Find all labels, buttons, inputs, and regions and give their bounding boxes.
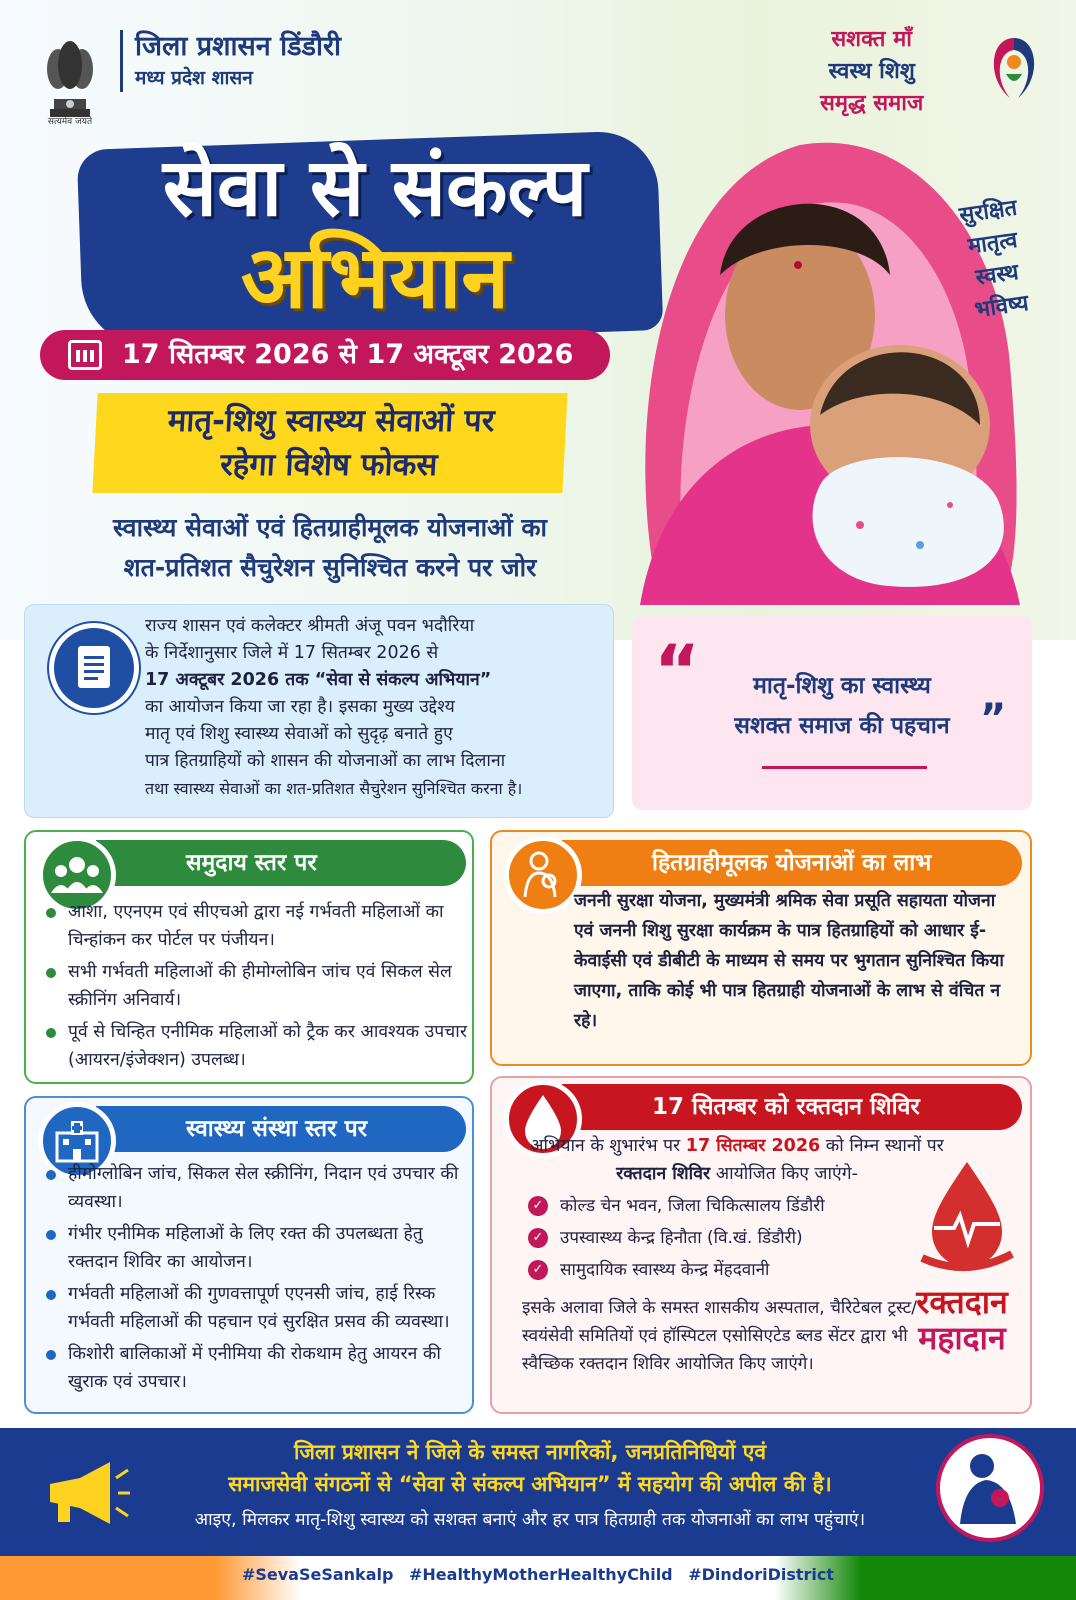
- location-item: ✓ सामुदायिक स्वास्थ्य केन्द्र मेंहदवानी: [526, 1254, 926, 1286]
- saturation-line-2: शत-प्रतिशत सैचुरेशन सुनिश्चित करने पर जोर: [123, 553, 537, 582]
- focus-box: [92, 393, 567, 493]
- calendar-icon: [68, 340, 102, 370]
- focus-line-1: मातृ-शिशु स्वास्थ्य सेवाओं पर: [166, 403, 496, 439]
- list-item: किशोरी बालिकाओं में एनीमिया की रोकथाम हेतु आयरन की खुराक एवं उपचार।: [40, 1340, 470, 1396]
- appeal-line-1: जिला प्रशासन ने जिले के समस्त नागरिकों, जनप्रतिनिधियों एवं: [293, 1440, 767, 1464]
- mother-baby-image: [600, 125, 1030, 605]
- tagline-line-2: स्वस्थ शिशु: [828, 59, 915, 84]
- blood-donation-camp-card: [490, 1076, 1032, 1414]
- quote-line-2: सशक्त समाज की पहचान: [734, 713, 950, 739]
- focus-line-2: रहेगा विशेष फोकस: [219, 447, 439, 483]
- list-item: आशा, एएनएम एवं सीएचओ द्वारा नई गर्भवती महिलाओं का चिन्हांकन कर पोर्टल पर पंजीयन।: [40, 898, 470, 954]
- benefits-text: जननी सुरक्षा योजना, मुख्यमंत्री श्रमिक सेवा प्रसूति सहायता योजना एवं जननी शिशु सुरक्षा कार्यक्रम के पात्र हितग्राहियों को आधार ई-केवाईसी एवं डीबीटी के माध्यम से समय पर भुगतान सुनिश्चित किया जाएगा, ताकि कोई भी पात्र हितग्राही योजनाओं के लाभ से वंचित न रहे।: [574, 891, 1004, 1031]
- blood-caption: [892, 1284, 1032, 1356]
- side-text-line-4: भविष्य: [973, 290, 1031, 324]
- saturation-statement: [40, 508, 620, 588]
- family-logo-icon: [980, 28, 1048, 108]
- intro-date: 17 सितम्बर 2026: [685, 1136, 821, 1156]
- campaign-title-line-1: सेवा से संकल्प: [162, 141, 588, 234]
- quote-box: [632, 616, 1032, 810]
- quote-text: [692, 666, 992, 746]
- blood-donation-drop-icon: [912, 1158, 1022, 1278]
- info-line: राज्य शासन एवं कलेक्टर श्रीमती अंजू पवन भदौरिया: [145, 616, 475, 636]
- department-title: जिला प्रशासन डिंडौरी: [135, 31, 341, 62]
- side-text: [932, 189, 1059, 331]
- intro-text: अभियान के शुभारंभ पर: [530, 1136, 681, 1156]
- hashtags: #SevaSeSankalp #HealthyMotherHealthyChild #DindoriDistrict: [241, 1565, 835, 1584]
- close-quote-mark: ”: [980, 696, 1007, 742]
- blood-caption-line-1: रक्तदान: [916, 1283, 1008, 1321]
- community-heading: समुदाय स्तर पर: [96, 840, 466, 886]
- blood-camp-outro: इसके अलावा जिले के समस्त शासकीय अस्पताल, चैरिटेबल ट्रस्ट/स्वयंसेवी समितियों एवं हॉस्पिटल एसोसिएटेड ब्लड सेंटर द्वारा भी स्वैच्छिक रक्तदान शिविर आयोजित किए जाएंगे।: [522, 1298, 917, 1374]
- intro-text: आयोजित किए जाएंगे-: [715, 1164, 858, 1184]
- side-text-line-3: स्वस्थ: [974, 259, 1021, 291]
- campaign-title-line-2: अभियान: [240, 228, 510, 328]
- blood-camp-intro: [522, 1132, 952, 1188]
- megaphone-icon: [40, 1458, 130, 1528]
- list-item: गर्भवती महिलाओं की गुणवत्तापूर्ण एएनसी जांच, हाई रिस्क गर्भवती महिलाओं की पहचान एवं सुरक्षित प्रसव की व्यवस्था।: [40, 1280, 470, 1336]
- info-line: का आयोजन किया जा रहा है। इसका मुख्य उद्देश्य: [145, 697, 455, 717]
- mother-hug-icon: [930, 1428, 1050, 1548]
- document-icon: [49, 623, 139, 713]
- blood-camp-locations: [526, 1190, 926, 1286]
- mother-child-icon: [504, 836, 582, 914]
- blood-camp-heading: 17 सितम्बर को रक्तदान शिविर: [562, 1084, 1022, 1130]
- list-item: सभी गर्भवती महिलाओं की हीमोग्लोबिन जांच एवं सिकल सेल स्क्रीनिंग अनिवार्य।: [40, 958, 470, 1014]
- info-line: मातृ एवं शिशु स्वास्थ्य सेवाओं को सुदृढ़ बनाते हुए: [145, 724, 453, 744]
- list-item: पूर्व से चिन्हित एनीमिक महिलाओं को ट्रैक कर आवश्यक उपचार (आयरन/इंजेक्शन) उपलब्ध।: [40, 1018, 470, 1074]
- appeal-line-3: आइए, मिलकर मातृ-शिशु स्वास्थ्य को सशक्त बनाएं और हर पात्र हितग्राही तक योजनाओं का लाभ पहुंचाएं।: [194, 1510, 866, 1530]
- info-line: के निर्देशानुसार जिले में 17 सितम्बर 2026 से: [145, 643, 439, 663]
- info-line: 17 अक्टूबर 2026 तक “सेवा से संकल्प अभियान”: [145, 670, 492, 690]
- list-item: हीमोग्लोबिन जांच, सिकल सेल स्क्रीनिंग, निदान एवं उपचार की व्यवस्था।: [40, 1160, 470, 1216]
- info-box: [24, 604, 614, 818]
- info-text: [145, 613, 610, 802]
- info-line: तथा स्वास्थ्य सेवाओं का शत-प्रतिशत सैचुरेशन सुनिश्चित करना है।: [145, 779, 523, 798]
- side-text-line-1: सुरक्षित: [957, 195, 1019, 229]
- department-block: [120, 30, 341, 92]
- tagline: [820, 24, 923, 120]
- tagline-line-3: समृद्ध समाज: [820, 91, 924, 116]
- benefits-heading: हितग्राहीमूलक योजनाओं का लाभ: [562, 840, 1022, 886]
- location-item: ✓ कोल्ड चेन भवन, जिला चिकित्सालय डिंडौरी: [526, 1190, 926, 1222]
- side-text-line-2: मातृत्व: [966, 227, 1019, 260]
- intro-text: को निम्न स्थानों पर: [825, 1136, 944, 1156]
- list-item: गंभीर एनीमिक महिलाओं के लिए रक्त की उपलब्धता हेतु रक्तदान शिविर का आयोजन।: [40, 1220, 470, 1276]
- institution-list: [40, 1160, 470, 1400]
- emblem-caption: सत्यमेव जयते: [47, 117, 93, 127]
- blood-caption-line-2: महादान: [918, 1319, 1006, 1357]
- community-list: [40, 898, 470, 1078]
- department-subtitle: मध्य प्रदेश शासन: [135, 67, 253, 89]
- appeal-line-2: समाजसेवी संगठनों से “सेवा से संकल्प अभियान” में सहयोग की अपील की है।: [228, 1472, 832, 1496]
- saturation-line-1: स्वास्थ्य सेवाओं एवं हितग्राहीमूलक योजनाओं का: [112, 513, 548, 542]
- quote-underline: [762, 766, 927, 769]
- open-quote-mark: “: [654, 630, 701, 712]
- intro-bold: रक्तदान शिविर: [616, 1164, 711, 1184]
- community-level-card: [24, 830, 474, 1084]
- quote-line-1: मातृ-शिशु का स्वास्थ्य: [753, 673, 931, 699]
- health-institution-card: [24, 1096, 474, 1414]
- institution-heading: स्वास्थ्य संस्था स्तर पर: [96, 1106, 466, 1152]
- info-line: पात्र हितग्राहियों को शासन की योजनाओं का लाभ दिलाना: [145, 751, 506, 771]
- appeal-banner: [0, 1428, 1076, 1556]
- location-item: ✓ उपस्वास्थ्य केन्द्र हिनौता (वि.खं. डिंडौरी): [526, 1222, 926, 1254]
- date-range-pill: [40, 330, 610, 380]
- date-range-text: 17 सितम्बर 2026 से 17 अक्टूबर 2026: [122, 339, 574, 370]
- scheme-benefits-card: [490, 830, 1032, 1066]
- tagline-line-1: सशक्त माँ: [831, 27, 912, 52]
